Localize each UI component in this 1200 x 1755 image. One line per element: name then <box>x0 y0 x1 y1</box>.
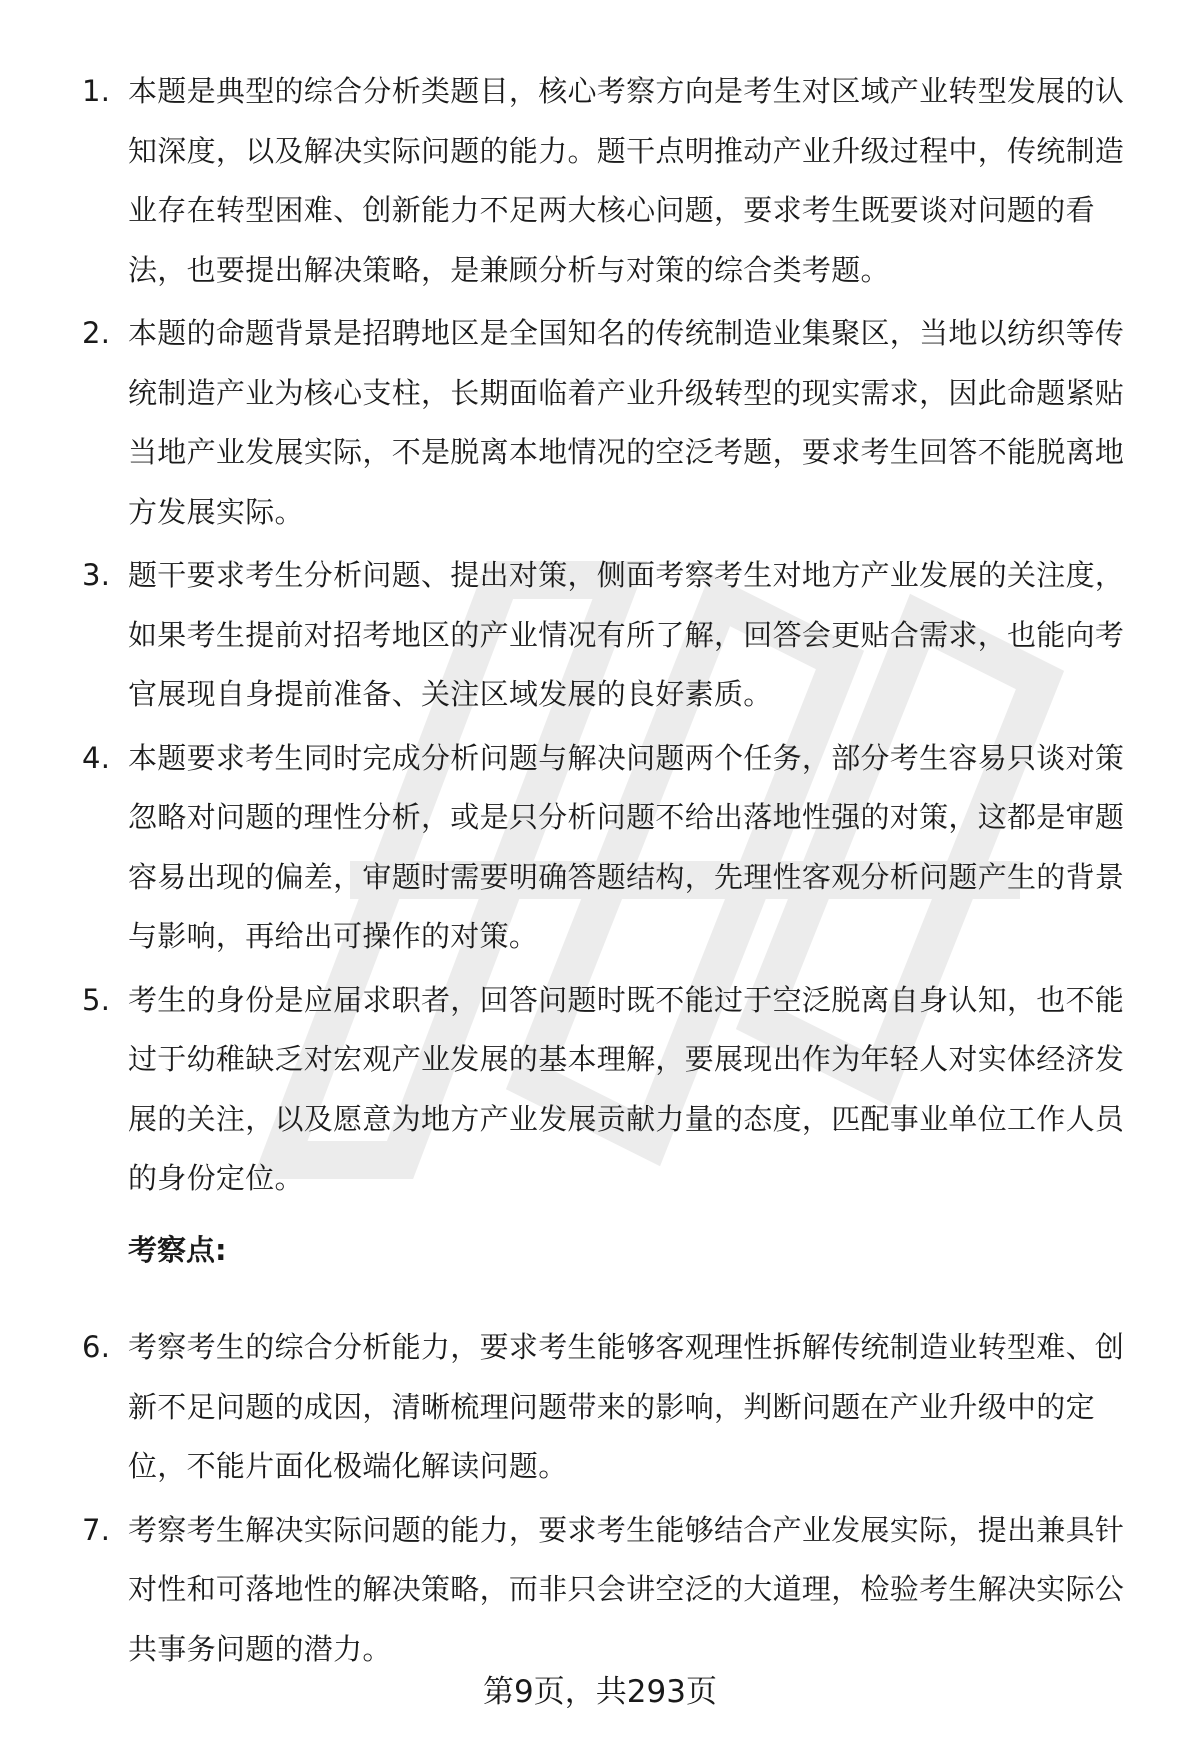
item-text: 考察考生解决实际问题的能力，要求考生能够结合产业发展实际，提出兼具针对性和可落地性的解决策略，而非只会讲空泛的大道理，检验考生解决实际公共事务问题的潜力。 <box>128 1512 1125 1666</box>
item-number: 4. <box>82 740 111 775</box>
list-item <box>0 62 1200 300</box>
item-text: 考察考生的综合分析能力，要求考生能够客观理性拆解传统制造业转型难、创新不足问题的成因，清晰梳理问题带来的影响，判断问题在产业升级中的定位，不能片面化极端化解读问题。 <box>128 1330 1125 1483</box>
list-item <box>0 971 1200 1209</box>
list-item <box>0 546 1200 725</box>
list-item <box>0 729 1200 967</box>
list-item <box>0 1318 1200 1497</box>
list-item <box>0 1501 1200 1680</box>
analysis-list <box>0 62 1200 1213</box>
item-number: 2. <box>82 316 111 350</box>
page-footer: 第9页，共293页 <box>483 1674 717 1710</box>
section-heading: 考察点: <box>128 1233 227 1267</box>
item-text: 题干要求考生分析问题、提出对策，侧面考察考生对地方产业发展的关注度，如果考生提前对招考地区的产业情况有所了解，回答会更贴合需求，也能向考官展现自身提前准备、关注区域发展的良好素质。 <box>128 558 1125 711</box>
item-number: 1. <box>82 74 111 108</box>
item-text: 本题的命题背景是招聘地区是全国知名的传统制造业集聚区，当地以纺织等传统制造产业为核心支柱，长期面临着产业升级转型的现实需求，因此命题紧贴当地产业发展实际，不是脱离本地情况的空泛考题，要求考生回答不能脱离地方发展实际。 <box>128 316 1125 529</box>
item-text: 本题要求考生同时完成分析问题与解决问题两个任务，部分考生容易只谈对策忽略对问题的理性分析，或是只分析问题不给出落地性强的对策，这都是审题容易出现的偏差，审题时需要明确答题结构，先理性客观分析问题产生的背景与影响，再给出可操作的对策。 <box>128 740 1125 953</box>
item-text: 考生的身份是应届求职者，回答问题时既不能过于空泛脱离自身认知，也不能过于幼稚缺乏对宏观产业发展的基本理解，要展现出作为年轻人对实体经济发展的关注，以及愿意为地方产业发展贡献力量的态度，匹配事业单位工作人员的身份定位。 <box>128 982 1125 1195</box>
item-number: 6. <box>82 1330 111 1364</box>
item-number: 3. <box>82 558 111 592</box>
item-number: 5. <box>82 982 111 1017</box>
item-text: 本题是典型的综合分析类题目，核心考察方向是考生对区域产业转型发展的认知深度，以及解决实际问题的能力。题干点明推动产业升级过程中，传统制造业存在转型困难、创新能力不足两大核心问题，要求考生既要谈对问题的看法，也要提出解决策略，是兼顾分析与对策的综合类考题。 <box>128 74 1125 287</box>
assessment-points-list <box>0 1318 1200 1683</box>
list-item <box>0 304 1200 542</box>
item-number: 7. <box>82 1512 111 1547</box>
